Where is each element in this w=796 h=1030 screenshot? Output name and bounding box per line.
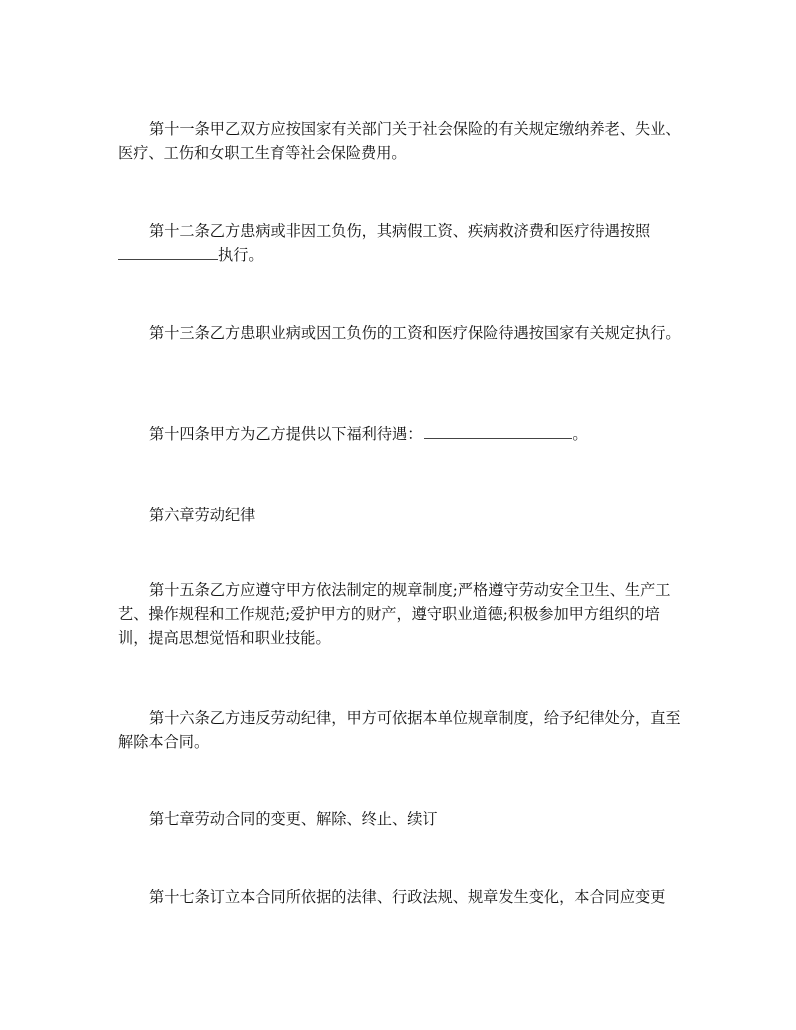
article-15: 第十五条乙方应遵守甲方依法制定的规章制度;严格遵守劳动安全卫生、生产工艺、操作规程和工作规范;爱护甲方的财产，遵守职业道德;积极参加甲方组织的培训，提高思想觉悟和职业技能。: [118, 581, 671, 647]
article-12-text: 第十二条乙方患病或非因工负伤，其病假工资、疾病救济费和医疗待遇按照: [149, 222, 651, 240]
fill-in-blank[interactable]: [118, 243, 218, 260]
article-14: [118, 422, 684, 446]
article-17: 第十七条订立本合同所依据的法律、行政法规、规章发生变化，本合同应变更: [149, 888, 666, 906]
article-11: 第十一条甲乙双方应按国家有关部门关于社会保险的有关规定缴纳养老、失业、医疗、工伤和女职工生育等社会保险费用。: [118, 120, 681, 162]
article-13: 第十三条乙方患职业病或因工负伤的工资和医疗保险待遇按国家有关规定执行。: [149, 324, 681, 342]
article-16: 第十六条乙方违反劳动纪律，甲方可依据本单位规章制度，给予纪律处分，直至解除本合同。: [118, 709, 681, 751]
chapter-7-heading: 第七章劳动合同的变更、解除、终止、续订: [149, 810, 438, 828]
article-12: [118, 219, 684, 267]
article-12-suffix: 执行。: [218, 246, 264, 264]
fill-in-blank[interactable]: [424, 422, 572, 439]
article-14-suffix: 。: [572, 425, 588, 443]
article-14-text: 第十四条甲方为乙方提供以下福利待遇：: [149, 425, 423, 443]
chapter-6-heading: 第六章劳动纪律: [149, 506, 256, 524]
